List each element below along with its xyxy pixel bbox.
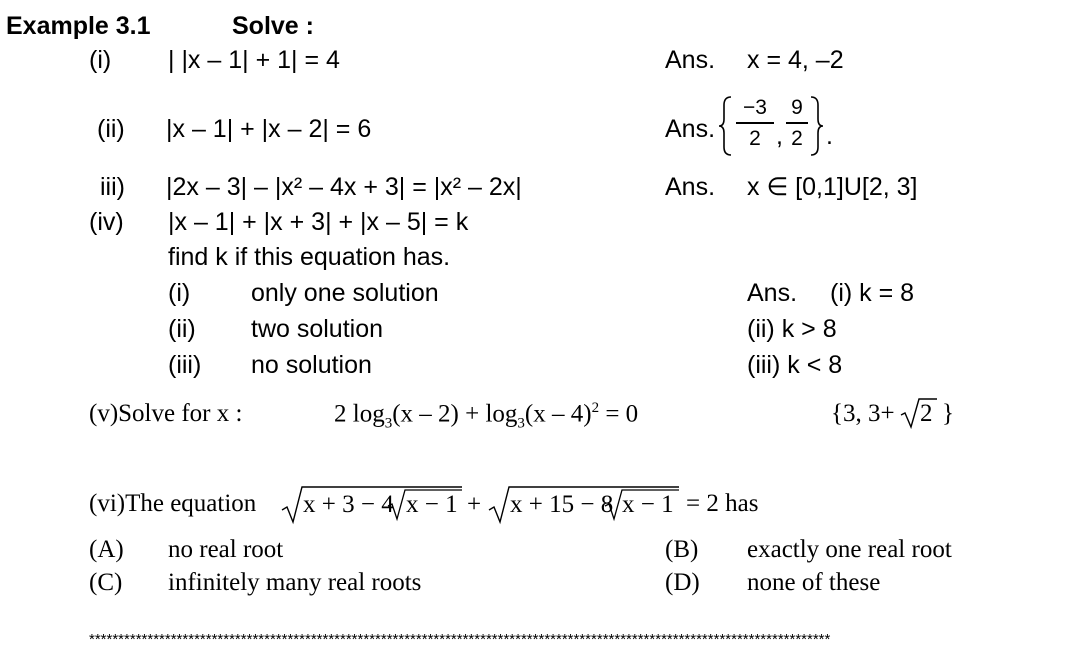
right-brace-icon — [809, 95, 825, 157]
q2-frac1-bar — [736, 122, 774, 124]
q4-part3-label: (iii) — [168, 351, 202, 379]
q5-sup: 2 — [591, 400, 600, 416]
q4-label: (iv) — [89, 208, 124, 236]
q1-answer: x = 4, –2 — [747, 46, 844, 74]
q4-equation: |x – 1| + |x + 3| + |x – 5| = k — [168, 208, 469, 236]
q6-plus: + — [467, 491, 482, 518]
option-a-letter: (A) — [89, 536, 124, 563]
option-d-text: none of these — [747, 569, 881, 596]
q5-eq-part-b: (x – 2) + log — [392, 400, 518, 428]
q4-part1-text: only one solution — [251, 279, 439, 307]
q6-radicand-2: x + 15 − 8 — [510, 491, 614, 518]
q5-answer-close: } — [942, 400, 954, 427]
q5-equation — [334, 401, 638, 431]
q2-frac2-den: 2 — [791, 126, 803, 150]
q6-radicand-1: x + 3 − 4 — [303, 491, 394, 518]
q6-label: (vi)The equation — [89, 490, 257, 517]
left-brace-icon — [717, 95, 733, 157]
q5-eq-part-a: 2 log — [334, 400, 385, 428]
q2-period: . — [826, 122, 833, 150]
q6-inner-1: x − 1 — [406, 491, 458, 518]
q2-equation: |x – 1| + |x – 2| = 6 — [166, 115, 372, 143]
q6-inner-2: x − 1 — [622, 491, 674, 518]
solve-heading: Solve : — [232, 12, 314, 40]
q5-label: (v)Solve for x : — [89, 400, 243, 427]
q1-ans-label: Ans. — [665, 46, 716, 74]
option-c-text: infinitely many real roots — [168, 569, 422, 596]
q5-sub-2: 3 — [517, 415, 525, 432]
q2-ans-label: Ans. — [665, 115, 716, 143]
option-d-letter: (D) — [665, 569, 700, 596]
example-heading: Example 3.1 — [6, 12, 151, 40]
q2-frac1-num: −3 — [743, 96, 767, 119]
q3-ans-label: Ans. — [665, 173, 716, 201]
q1-equation: | |x – 1| + 1| = 4 — [168, 46, 340, 74]
q2-frac2-num: 9 — [791, 96, 803, 119]
q6-tail: = 2 has — [686, 490, 759, 517]
q2-comma: , — [776, 122, 783, 150]
q5-eq-part-d: = 0 — [599, 400, 639, 428]
q2-label: (ii) — [97, 115, 125, 143]
q4-part3-text: no solution — [251, 351, 372, 379]
q4-part1-answer: (i) k = 8 — [830, 279, 915, 307]
q5-sub-1: 3 — [384, 415, 393, 432]
q4-prompt: find k if this equation has. — [168, 243, 451, 271]
q1-label: (i) — [89, 46, 112, 74]
q4-part1-label: (i) — [168, 279, 191, 307]
q4-part3-answer: (iii) k < 8 — [747, 351, 843, 379]
option-b-text: exactly one real root — [747, 536, 952, 563]
q5-eq-part-c: (x – 4) — [524, 400, 592, 428]
q3-label: iii) — [100, 173, 125, 201]
q4-part2-label: (ii) — [168, 315, 196, 343]
q4-part2-text: two solution — [251, 315, 384, 343]
q2-frac2-bar — [786, 122, 808, 124]
option-b-letter: (B) — [665, 536, 699, 563]
q2-fraction-2 — [786, 96, 808, 151]
q5-answer-open: {3, 3+ — [831, 400, 895, 427]
option-a-text: no real root — [168, 536, 284, 563]
q4-ans-label: Ans. — [747, 279, 798, 307]
option-c-letter: (C) — [89, 569, 123, 596]
q4-part2-answer: (ii) k > 8 — [747, 315, 837, 343]
q3-equation: |2x – 3| – |x² – 4x + 3| = |x² – 2x| — [166, 173, 522, 201]
q3-answer: x ∈ [0,1]U[2, 3] — [747, 173, 918, 201]
q5-answer-radicand: 2 — [920, 400, 933, 427]
star-divider: ******************************************************************************************************************************* — [89, 632, 831, 647]
q2-frac1-den: 2 — [749, 126, 761, 150]
q2-fraction-1 — [736, 96, 774, 151]
